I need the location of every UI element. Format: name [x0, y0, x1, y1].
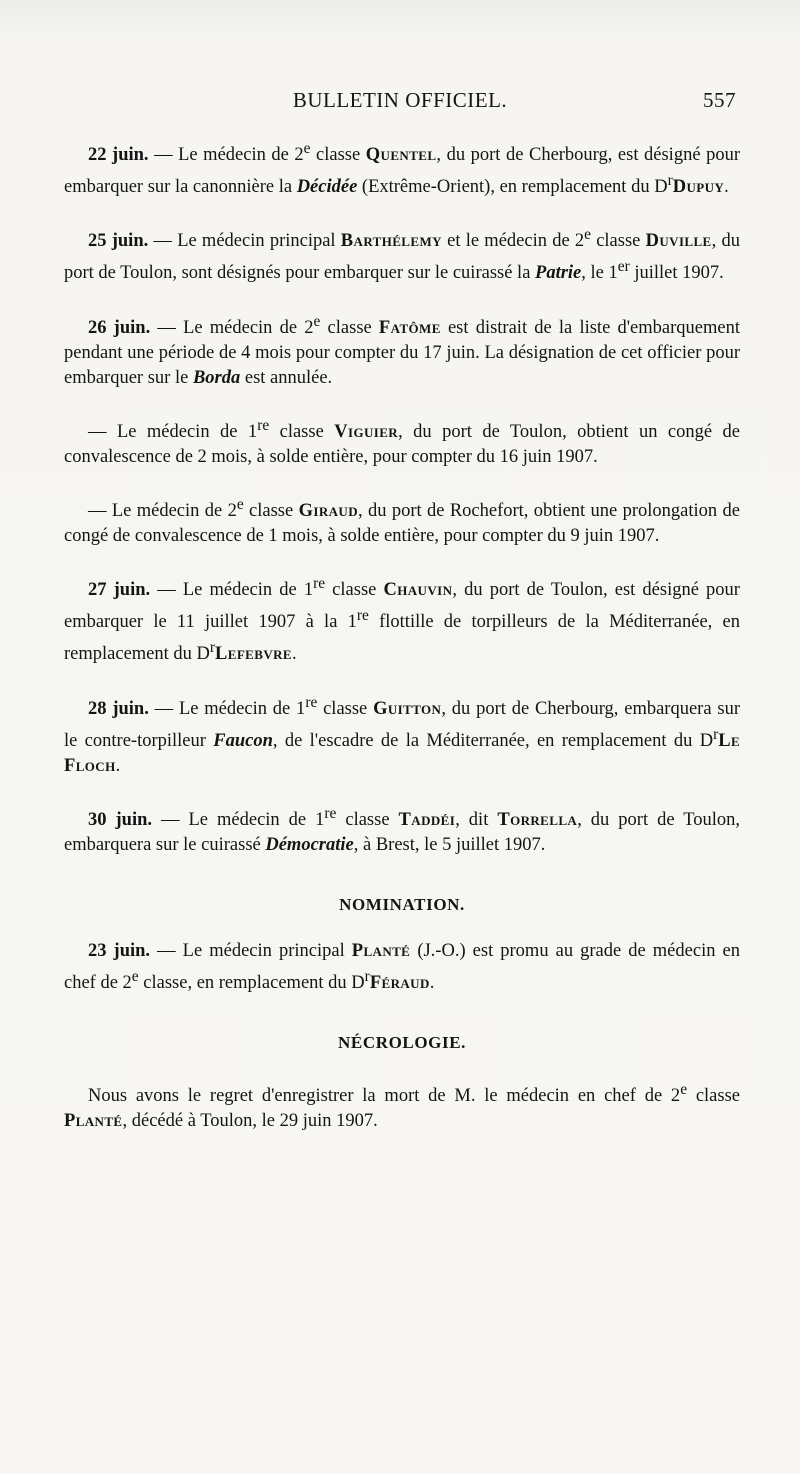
- page-header: [64, 88, 736, 118]
- entry-text: .: [291, 644, 297, 665]
- entry-text: Nous avons le regret d'enregistrer la mort de M. le médecin en chef de 2: [88, 1086, 681, 1107]
- entry-text: et le médecin de 2: [441, 231, 585, 252]
- entry-text: , du port de Toulon, obtient un congé de convalescence de 2 mois, à solde entière, pour compter du 16 juin 1907.: [64, 421, 740, 467]
- entry-date: 23 juin.: [88, 941, 151, 962]
- entry-text: flottille de torpilleurs de la Méditerranée, en remplacement du D: [64, 612, 741, 665]
- entry-text: .: [724, 177, 729, 198]
- superscript: r: [209, 639, 216, 657]
- person-name: Chauvin: [383, 580, 453, 601]
- entry-text: classe: [269, 421, 335, 442]
- person-name: Planté: [64, 1111, 123, 1132]
- superscript: r: [364, 968, 370, 986]
- entry-text: , de l'escadre de la Méditerranée, en remplacement du D: [272, 730, 714, 751]
- superscript: e: [303, 140, 311, 157]
- superscript: e: [680, 1081, 688, 1099]
- entry-date: 27 juin.: [88, 580, 151, 601]
- entry-text: classe: [336, 810, 399, 831]
- entry-text: (J.-O.) est promu au grade de médecin en chef de 2: [64, 941, 740, 994]
- entry-27-juin: [64, 571, 740, 667]
- entry-viguier: [64, 413, 740, 470]
- person-name: Planté: [351, 941, 411, 962]
- superscript: er: [617, 258, 630, 276]
- entry-text: classe: [325, 580, 384, 601]
- entry-giraud: [64, 492, 740, 549]
- entry-text: — Le médecin de 1: [88, 421, 258, 442]
- person-name: Giraud: [298, 501, 358, 522]
- section-title-nomination: NOMINATION.: [339, 895, 465, 915]
- entry-text: (Extrême-Orient), en remplacement du D: [357, 177, 668, 198]
- person-name: Taddéi: [398, 810, 456, 831]
- entry-30-juin: [64, 801, 740, 858]
- section-title-necrologie: NÉCROLOGIE.: [338, 1033, 466, 1053]
- person-name: Quentel: [365, 145, 437, 166]
- entry-date: 28 juin.: [88, 698, 149, 719]
- person-name: Guitton: [373, 698, 442, 719]
- page-body: [64, 136, 740, 1156]
- entry-text: — Le médecin de 1: [150, 580, 314, 601]
- entry-text: classe, en remplacement du D: [138, 973, 365, 994]
- entry-date: 25 juin.: [88, 231, 149, 252]
- entry-text: , le 1: [581, 263, 618, 284]
- entry-text: , du port de Rochefort, obtient une prolongation de congé de convalescence de 1 mois, à solde entière, pour compter du 9 juin 1907.: [64, 501, 740, 547]
- ship-name: Patrie: [535, 263, 582, 284]
- superscript: e: [584, 226, 591, 244]
- person-name: Barthélemy: [340, 231, 442, 252]
- entry-text: classe: [687, 1086, 740, 1107]
- person-name: Féraud: [369, 973, 430, 994]
- ship-name: Faucon: [213, 730, 273, 751]
- entry-text: , du port de Toulon, sont désignés pour embarquer sur le cuirassé la: [64, 231, 740, 284]
- entry-text: — Le médecin de 2: [150, 317, 314, 338]
- superscript: e: [131, 968, 139, 986]
- running-title: BULLETIN OFFICIEL.: [292, 88, 508, 112]
- entry-date: 26 juin.: [88, 317, 151, 338]
- superscript: re: [313, 575, 326, 593]
- entry-text: .: [115, 755, 121, 776]
- entry-text: — Le médecin principal: [148, 231, 341, 252]
- person-name: Le Floch: [64, 730, 741, 776]
- person-name: Torrella: [497, 810, 578, 831]
- superscript: r: [713, 725, 719, 743]
- entry-text: , du port de Cherbourg, embarquera sur le contre-torpilleur: [64, 698, 740, 751]
- entry-text: classe: [590, 231, 646, 252]
- ship-name: Borda: [192, 367, 241, 388]
- entry-text: classe: [243, 501, 299, 522]
- entry-text: , du port de Cherbourg, est désigné pour embarquer sur la canonnière la: [64, 145, 740, 198]
- entry-text: — Le médecin de 2: [148, 145, 304, 166]
- entry-text: — Le médecin de 1: [148, 698, 306, 719]
- entry-text: , du port de Toulon, embarquera sur le cuirassé: [64, 810, 741, 856]
- entry-text: juillet 1907.: [629, 263, 724, 284]
- entry-26-juin: [64, 309, 740, 391]
- entry-nomination: [64, 939, 740, 996]
- entry-necrologie: [64, 1077, 740, 1134]
- entry-text: est annulée.: [240, 367, 333, 388]
- person-name: Duville: [645, 231, 712, 252]
- superscript: r: [667, 172, 673, 190]
- entry-text: , dit: [455, 810, 498, 831]
- entry-date: 30 juin.: [88, 810, 153, 831]
- person-name: Fatôme: [378, 317, 441, 338]
- entry-text: classe: [317, 698, 374, 719]
- page-number: 557: [703, 88, 736, 112]
- entry-text: classe: [320, 317, 379, 338]
- entry-28-juin: [64, 690, 740, 779]
- entry-text: , à Brest, le 5 juillet 1907.: [353, 835, 546, 856]
- superscript: e: [236, 495, 244, 513]
- entry-text: .: [429, 973, 435, 994]
- superscript: re: [257, 416, 270, 434]
- entry-25-juin: [64, 222, 740, 286]
- entry-22-juin: [64, 136, 740, 200]
- entry-text: — Le médecin de 2: [88, 501, 237, 522]
- person-name: Viguier: [334, 421, 399, 442]
- entry-date: 22 juin.: [88, 145, 149, 166]
- entry-text: — Le médecin de 1: [152, 810, 325, 831]
- entry-text: est distrait de la liste d'embarquement pendant une période de 4 mois pour compter du 17 juin. La désignation de cet officier pour embarquer sur le: [64, 317, 740, 388]
- ship-name: Décidée: [296, 177, 358, 198]
- superscript: re: [305, 693, 318, 711]
- person-name: Lefebvre: [215, 644, 292, 665]
- person-name: Dupuy: [672, 177, 725, 198]
- ship-name: Démocratie: [265, 835, 354, 856]
- entry-text: classe: [310, 145, 366, 166]
- entry-text: — Le médecin principal: [150, 941, 352, 962]
- superscript: re: [356, 607, 369, 625]
- entry-text: , décédé à Toulon, le 29 juin 1907.: [122, 1111, 378, 1132]
- entry-text: , du port de Toulon, est désigné pour embarquer le 11 juillet 1907 à la 1: [64, 580, 740, 633]
- superscript: re: [324, 804, 337, 822]
- superscript: e: [313, 312, 321, 330]
